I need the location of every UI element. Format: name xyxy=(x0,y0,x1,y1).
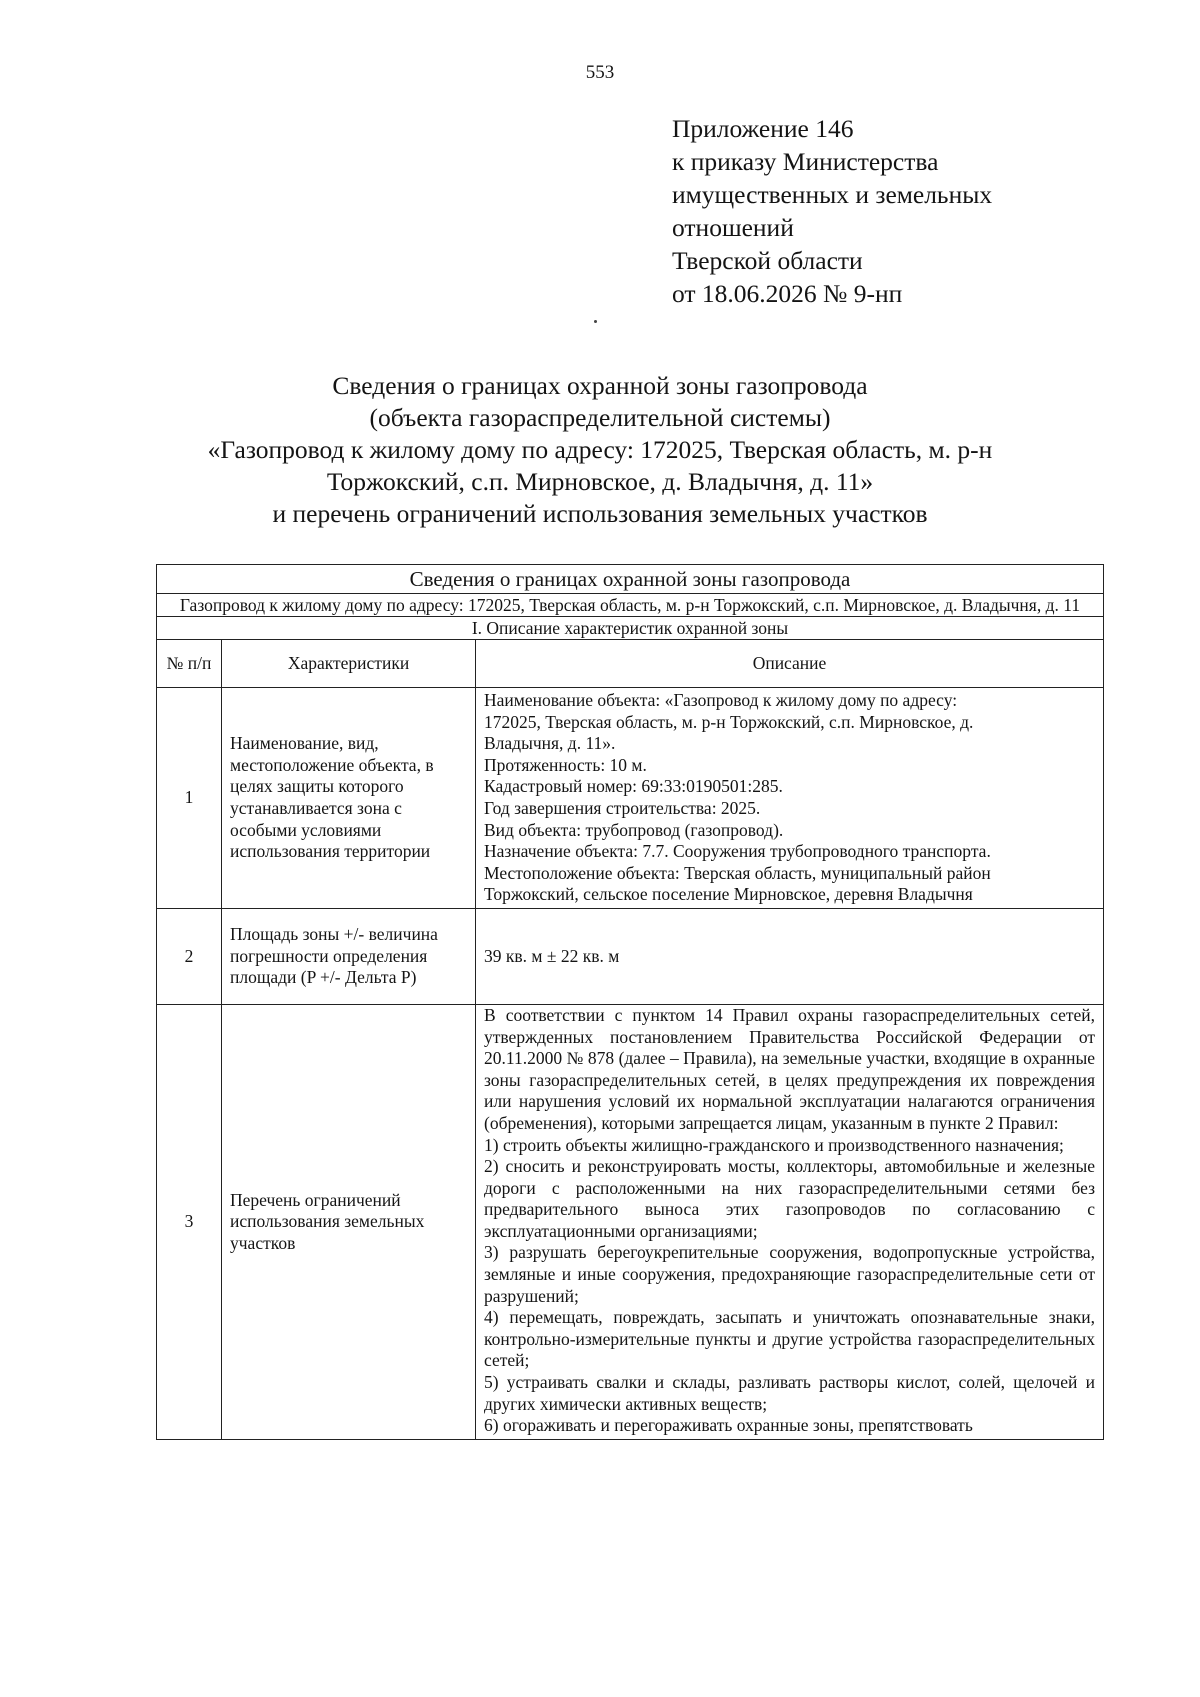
row-number: 3 xyxy=(157,1004,222,1439)
table-section-title: I. Описание характеристик охранной зоны xyxy=(157,617,1104,640)
description-line: Год завершения строительства: 2025. xyxy=(484,797,761,818)
zone-table xyxy=(156,564,1104,1440)
description-paragraph: 1) строить объекты жилищно-гражданского и производственного назначения; xyxy=(484,1134,1064,1155)
description-line: Назначение объекта: 7.7. Сооружения трубопроводного транспорта. xyxy=(484,841,991,862)
scan-speck xyxy=(594,320,597,323)
row-description xyxy=(476,688,1104,909)
description-paragraph: 4) перемещать, повреждать, засыпать и уничтожать опознавательные знаки, контрольно-измерительные пункты и другие устройства газораспределительных сетей; xyxy=(484,1307,1095,1371)
title-line: (объекта газораспределительной системы) xyxy=(369,403,831,432)
title-line: Торжокский, с.п. Мирновское, д. Владычня, д. 11» xyxy=(326,467,874,496)
table-row xyxy=(157,908,1104,1004)
appendix-block xyxy=(672,112,992,310)
row-description xyxy=(476,1004,1104,1439)
row-number: 1 xyxy=(157,688,222,909)
description-line: 172025, Тверская область, м. р-н Торжокский, с.п. Мирновское, д. xyxy=(484,711,974,732)
appendix-line: к приказу Министерства xyxy=(672,147,939,176)
page-number: 553 xyxy=(585,62,615,83)
description-paragraph: 2) сносить и реконструировать мосты, коллекторы, автомобильные и железные дороги с расположенными на них газораспределительными сетями без предварительного выноса этих газопроводов по согласованию с эксплуатационными организациями; xyxy=(484,1156,1095,1241)
description-paragraph: 6) огораживать и перегораживать охранные зоны, препятствовать xyxy=(484,1415,973,1436)
description-line: Вид объекта: трубопровод (газопровод). xyxy=(484,819,784,840)
title-line: Сведения о границах охранной зоны газопровода xyxy=(332,371,868,400)
column-header-characteristics: Характеристики xyxy=(222,640,476,688)
row-number: 2 xyxy=(157,908,222,1004)
document-title xyxy=(100,370,1100,530)
description-line: Торжокский, сельское поселение Мирновское, деревня Владычня xyxy=(484,884,973,905)
appendix-line: отношений xyxy=(672,213,794,242)
title-line: «Газопровод к жилому дому по адресу: 172025, Тверская область, м. р-н xyxy=(207,435,993,464)
appendix-line: Приложение 146 xyxy=(672,114,854,143)
description-line: Наименование объекта: «Газопровод к жилому дому по адресу: xyxy=(484,690,958,710)
row-description: 39 кв. м ± 22 кв. м xyxy=(476,908,1104,1004)
title-line: и перечень ограничений использования земельных участков xyxy=(272,499,928,528)
column-header-description: Описание xyxy=(476,640,1104,688)
description-paragraph: В соответствии с пунктом 14 Правил охраны газораспределительных сетей, утвержденных постановлением Правительства Российской Федерации от 20.11.2000 № 878 (далее – Правила), на земельные участки, входящие в охранные зоны газораспределительных сетей, в целях предупреждения их повреждения или нарушения условий их нормальной эксплуатации налагаются ограничения (обременения), которыми запрещается лицам, указанным в пункте 2 Правил: xyxy=(484,1004,1095,1133)
appendix-line: имущественных и земельных xyxy=(672,180,993,209)
description-paragraph: 5) устраивать свалки и склады, разливать растворы кислот, солей, щелочей и других химически активных веществ; xyxy=(484,1372,1095,1414)
description-paragraph: 3) разрушать берегоукрепительные сооружения, водопропускные устройства, земляные и иные сооружения, предохраняющие газораспределительные сети от разрушений; xyxy=(484,1242,1095,1306)
row-characteristic: Наименование, вид, местоположение объекта, в целях защиты которого устанавливается зона с особыми условиями использования территории xyxy=(222,688,476,909)
description-line: Владычня, д. 11». xyxy=(484,733,616,754)
column-header-number: № п/п xyxy=(157,640,222,688)
description-line: Местоположение объекта: Тверская область, муниципальный район xyxy=(484,862,991,883)
description-line: Протяженность: 10 м. xyxy=(484,754,647,775)
appendix-line: от 18.06.2026 № 9-нп xyxy=(672,279,903,308)
description-line: Кадастровый номер: 69:33:0190501:285. xyxy=(484,776,783,797)
row-characteristic: Перечень ограничений использования земельных участков xyxy=(222,1004,476,1439)
appendix-line: Тверской области xyxy=(672,246,863,275)
table-object-name: Газопровод к жилому дому по адресу: 172025, Тверская область, м. р-н Торжокский, с.п. Мирновское, д. Владычня, д. 11 xyxy=(157,594,1104,617)
row-characteristic: Площадь зоны +/- величина погрешности определения площади (P +/- Дельта P) xyxy=(222,908,476,1004)
table-header: Сведения о границах охранной зоны газопровода xyxy=(157,565,1104,594)
table-row xyxy=(157,688,1104,909)
table-row xyxy=(157,1004,1104,1439)
